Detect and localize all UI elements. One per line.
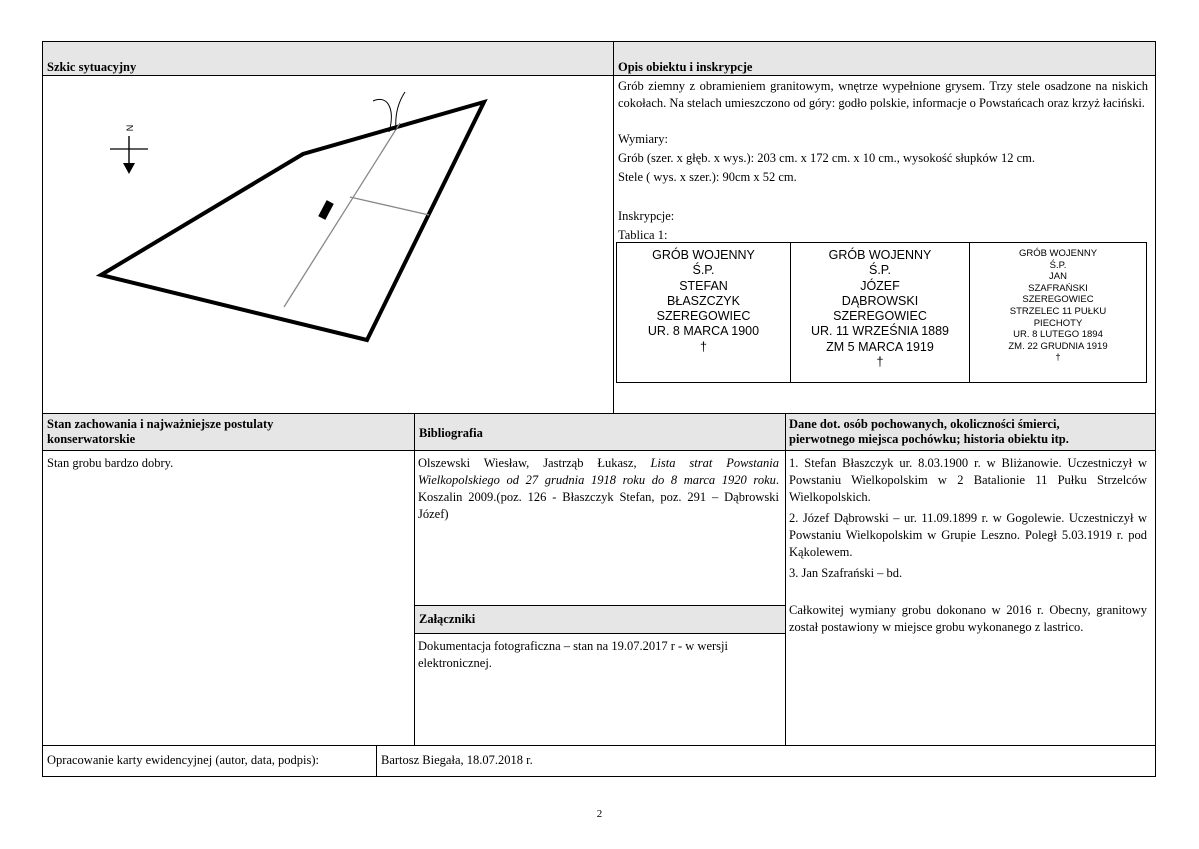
rule-attachments-top (414, 605, 786, 606)
description-text: Grób ziemny z obramieniem granitowym, wnętrze wypełnione grysem. Trzy stele osadzone na niskich cokołach. Na stelach umieszczono od góry: godło polskie, informacje o Powstańcach oraz krzyż łaciński. (618, 79, 1148, 110)
rule-footer-top (42, 745, 1156, 746)
condition-header: Stan zachowania i najważniejsze postulaty konserwatorskie (47, 417, 274, 446)
dimensions-label: Wymiary: (618, 132, 668, 146)
situational-sketch (43, 76, 613, 412)
inscriptions-label: Inskrypcje: (618, 209, 675, 223)
buried-list (789, 455, 1147, 586)
buried-item: 2. Józef Dąbrowski – ur. 11.09.1899 r. w Gogolewie. Uczestniczył w Powstaniu Wielkopolskim w Grupie Leszno. Poległ 5.03.1919 r. pod Kąkolewem. (789, 511, 1147, 559)
rule-middle-divider-1 (414, 413, 415, 746)
condition-text: Stan grobu bardzo dobry. (47, 456, 174, 470)
buried-item: 1. Stefan Błaszczyk ur. 8.03.1900 r. w Bliżanowie. Uczestniczył w Powstaniu Wielkopolskim w 2 Batalionie 11 Pułku Strzelców Wielkopolskich. (789, 456, 1147, 504)
path-line-main (284, 123, 400, 307)
rule-middle-divider-2 (785, 413, 786, 746)
grave-marker-icon (318, 200, 334, 220)
north-arrow-icon (110, 136, 148, 174)
bibliography-header: Bibliografia (419, 426, 483, 440)
tablet-2: GRÓB WOJENNY Ś.P. JÓZEF DĄBROWSKI SZEREGOWIEC UR. 11 WRZEŚNIA 1889 ZM 5 MARCA 1919 † (810, 248, 949, 370)
rule-attachments-header (414, 633, 786, 634)
object-history: Całkowitej wymiany grobu dokonano w 2016 r. Obecny, granitowy został postawiony w miejsce grobu wykonanego z lastrico. (789, 603, 1147, 634)
path-line-branch (350, 197, 429, 215)
buried-item: 3. Jan Szafrański – bd. (789, 566, 903, 580)
grave-dimensions: Grób (szer. x głęb. x wys.): 203 cm. x 172 cm. x 10 cm., wysokość słupków 12 cm. (618, 151, 1035, 165)
north-label: N (125, 124, 135, 132)
rule-middle-headers (42, 450, 1156, 451)
bibliography-text: Olszewski Wiesław, Jastrząb Łukasz, Lista strat Powstania Wielkopolskiego od 27 grudnia 1918 roku do 8 marca 1920 roku. Koszalin 2009.(poz. 126 - Błaszczyk Stefan, poz. 291 – Dąbrowski Józef) (418, 456, 779, 521)
curve-line-left (373, 99, 391, 132)
attachments-header: Załączniki (419, 612, 476, 626)
stele-dimensions: Stele ( wys. x szer.): 90cm x 52 cm. (618, 170, 797, 184)
buried-header: Dane dot. osób pochowanych, okoliczności śmierci, pierwotnego miejsca pochówku; historia obiektu itp. (789, 417, 1069, 446)
rule-top-section-bottom (42, 413, 1156, 414)
author-label: Opracowanie karty ewidencyjnej (autor, data, podpis): (47, 753, 319, 767)
description-header: Opis obiektu i inskrypcje (618, 60, 753, 74)
rule-top-divider (613, 41, 614, 414)
rule-description-header (613, 75, 1156, 76)
table-label: Tablica 1: (618, 228, 668, 242)
tablet-3: GRÓB WOJENNY Ś.P. JAN SZAFRAŃSKI SZEREGOWIEC STRZELEC 11 PUŁKU PIECHOTY UR. 8 LUTEGO 1894 ZM. 22 GRUDNIA 1919 † (1008, 248, 1108, 364)
author-value: Bartosz Biegała, 18.07.2018 r. (381, 753, 533, 767)
page-number: 2 (596, 808, 603, 820)
plot-outline (101, 102, 484, 340)
rule-footer-divider (376, 745, 377, 777)
tablet-1: GRÓB WOJENNY Ś.P. STEFAN BŁASZCZYK SZEREGOWIEC UR. 8 MARCA 1900 † (647, 248, 760, 354)
sketch-header: Szkic sytuacyjny (47, 60, 137, 74)
attachments-text: Dokumentacja fotograficzna – stan na 19.07.2017 r - w wersji elektronicznej. (418, 639, 728, 670)
